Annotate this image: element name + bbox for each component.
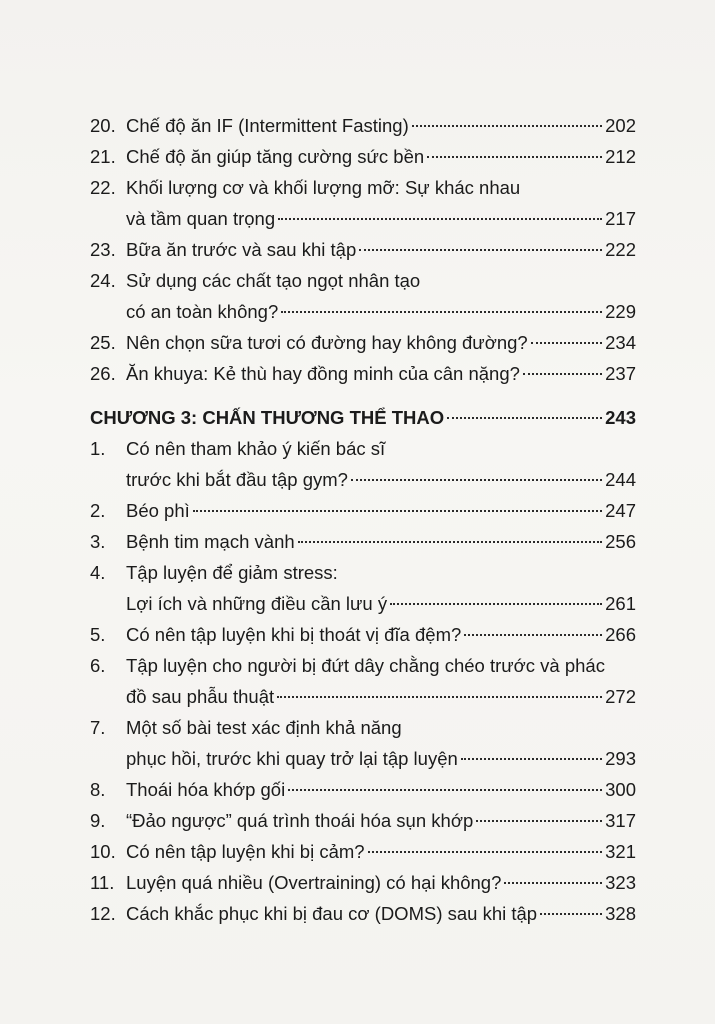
dot-leader: [464, 634, 602, 636]
toc-entry-1-cont: [90, 464, 636, 495]
toc-entry-21: [90, 141, 636, 172]
dot-leader: [461, 758, 602, 760]
toc-entry-10: [90, 836, 636, 867]
dot-leader: [447, 417, 602, 419]
entry-page: 323: [605, 872, 636, 893]
toc-entry-2: [90, 495, 636, 526]
entry-title-cont: đồ sau phẫu thuật: [126, 686, 275, 707]
dot-leader: [504, 882, 602, 884]
entry-page: 272: [605, 686, 636, 707]
entry-page: 256: [605, 531, 636, 552]
entry-number: 8.: [90, 779, 106, 800]
entry-number: 10.: [90, 841, 116, 862]
entry-title: Chế độ ăn IF (Intermittent Fasting): [126, 115, 409, 136]
dot-leader: [390, 603, 602, 605]
entry-page: 293: [605, 748, 636, 769]
dot-leader: [277, 696, 602, 698]
entry-title: Nên chọn sữa tươi có đường hay không đường?: [126, 332, 528, 353]
entry-title: Béo phì: [126, 500, 190, 521]
entry-number: 3.: [90, 531, 106, 552]
toc-entry-9: [90, 805, 636, 836]
entry-page: 317: [605, 810, 636, 831]
toc-entry-7: [90, 712, 636, 743]
entry-title-cont: phục hồi, trước khi quay trở lại tập luyện: [126, 748, 458, 769]
entry-number: 22.: [90, 177, 116, 198]
entry-page: 266: [605, 624, 636, 645]
dot-leader: [412, 125, 602, 127]
entry-number: 2.: [90, 500, 106, 521]
dot-leader: [523, 373, 602, 375]
chapter-page: 243: [605, 407, 636, 428]
entry-page: 202: [605, 115, 636, 136]
toc-entry-25: [90, 327, 636, 358]
entry-title-cont: có an toàn không?: [126, 301, 279, 322]
entry-title-cont: và tầm quan trọng: [126, 208, 276, 229]
entry-page: 247: [605, 500, 636, 521]
entry-title: Sử dụng các chất tạo ngọt nhân tạo: [126, 270, 421, 291]
entry-number: 11.: [90, 872, 115, 893]
entry-title-cont: Lợi ích và những điều cần lưu ý: [126, 593, 388, 614]
toc-entry-22-cont: [90, 203, 636, 234]
entry-title: Bệnh tim mạch vành: [126, 531, 295, 552]
entry-page: 217: [605, 208, 636, 229]
dot-leader: [427, 156, 602, 158]
toc-entry-8: [90, 774, 636, 805]
toc-entry-23: [90, 234, 636, 265]
entry-title: Luyện quá nhiều (Overtraining) có hại không?: [126, 872, 502, 893]
entry-page: 261: [605, 593, 636, 614]
toc-entry-24: [90, 265, 636, 296]
dot-leader: [351, 479, 602, 481]
toc-entry-12: [90, 898, 636, 929]
entry-title: Tập luyện cho người bị đứt dây chằng chéo trước và phác: [126, 655, 605, 676]
chapter-heading: [90, 402, 636, 433]
dot-leader: [193, 510, 602, 512]
entry-page: 321: [605, 841, 636, 862]
toc-entry-4-cont: [90, 588, 636, 619]
dot-leader: [531, 342, 602, 344]
dot-leader: [476, 820, 602, 822]
toc-entry-11: [90, 867, 636, 898]
entry-number: 26.: [90, 363, 116, 384]
entry-title: Có nên tập luyện khi bị cảm?: [126, 841, 365, 862]
entry-title: Chế độ ăn giúp tăng cường sức bền: [126, 146, 425, 167]
dot-leader: [281, 311, 602, 313]
entry-number: 25.: [90, 332, 116, 353]
entry-number: 24.: [90, 270, 116, 291]
entry-title: Một số bài test xác định khả năng: [126, 717, 402, 738]
toc-entry-24-cont: [90, 296, 636, 327]
entry-title: “Đảo ngược” quá trình thoái hóa sụn khớp: [126, 810, 474, 831]
toc-entry-22: [90, 172, 636, 203]
entry-number: 23.: [90, 239, 116, 260]
entry-number: 5.: [90, 624, 106, 645]
dot-leader: [298, 541, 602, 543]
entry-number: 4.: [90, 562, 106, 583]
entry-title: Ăn khuya: Kẻ thù hay đồng minh của cân nặng?: [126, 363, 520, 384]
entry-number: 20.: [90, 115, 116, 136]
entry-page: 244: [605, 469, 636, 490]
dot-leader: [288, 789, 602, 791]
entry-title-cont: trước khi bắt đầu tập gym?: [126, 469, 348, 490]
table-of-contents: [90, 110, 636, 929]
toc-entry-5: [90, 619, 636, 650]
entry-page: 229: [605, 301, 636, 322]
entry-title: Có nên tham khảo ý kiến bác sĩ: [126, 438, 386, 459]
entry-number: 21.: [90, 146, 116, 167]
entry-page: 300: [605, 779, 636, 800]
dot-leader: [540, 913, 602, 915]
entry-number: 12.: [90, 903, 116, 924]
entry-title: Thoái hóa khớp gối: [126, 779, 286, 800]
chapter-title: CHƯƠNG 3: CHẤN THƯƠNG THỂ THAO: [90, 407, 445, 428]
entry-number: 7.: [90, 717, 106, 738]
toc-entry-3: [90, 526, 636, 557]
toc-entry-7-cont: [90, 743, 636, 774]
toc-entry-4: [90, 557, 636, 588]
entry-title: Có nên tập luyện khi bị thoát vị đĩa đệm?: [126, 624, 462, 645]
toc-entry-1: [90, 433, 636, 464]
entry-number: 9.: [90, 810, 106, 831]
entry-number: 1.: [90, 438, 106, 459]
dot-leader: [278, 218, 602, 220]
entry-title: Cách khắc phục khi bị đau cơ (DOMS) sau khi tập: [126, 903, 538, 924]
entry-page: 328: [605, 903, 636, 924]
entry-number: 6.: [90, 655, 106, 676]
entry-page: 222: [605, 239, 636, 260]
dot-leader: [359, 249, 602, 251]
dot-leader: [368, 851, 603, 853]
toc-entry-6: [90, 650, 636, 681]
entry-title: Tập luyện để giảm stress:: [126, 562, 338, 583]
entry-page: 212: [605, 146, 636, 167]
toc-entry-26: [90, 358, 636, 389]
entry-title: Khối lượng cơ và khối lượng mỡ: Sự khác nhau: [126, 177, 521, 198]
entry-page: 234: [605, 332, 636, 353]
toc-entry-6-cont: [90, 681, 636, 712]
entry-page: 237: [605, 363, 636, 384]
entry-title: Bữa ăn trước và sau khi tập: [126, 239, 357, 260]
toc-entry-20: [90, 110, 636, 141]
